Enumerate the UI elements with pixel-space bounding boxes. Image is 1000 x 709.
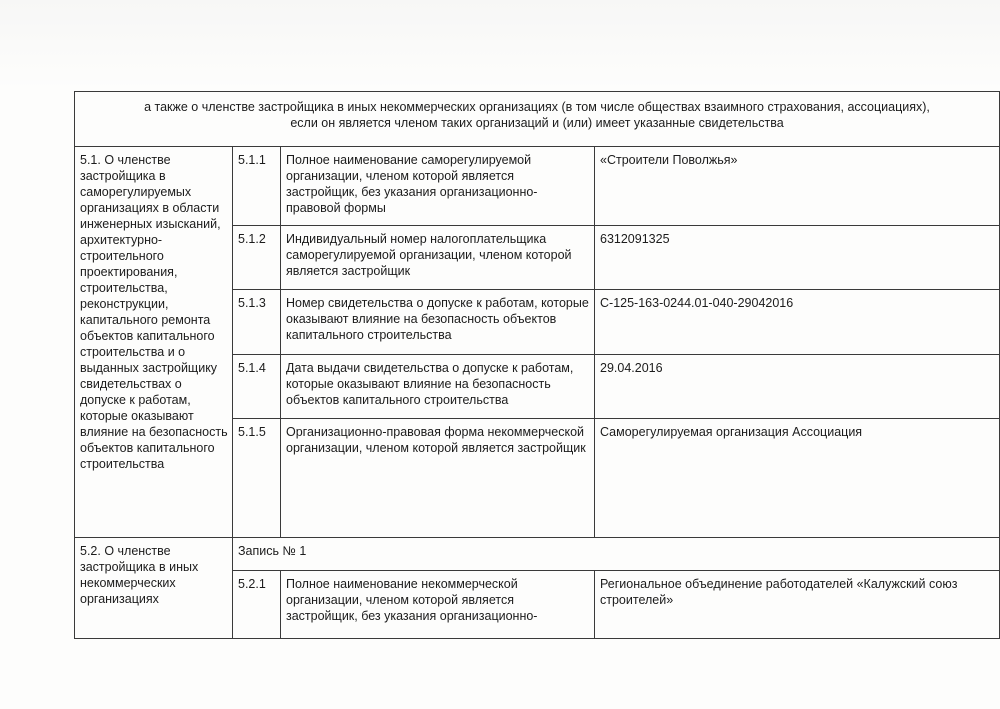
row-number: 5.1.2	[233, 226, 281, 290]
row-value: 6312091325	[595, 226, 1000, 290]
row-description: Индивидуальный номер налогоплательщика саморегулируемой организации, членом которой является застройщик	[281, 226, 595, 290]
disclosure-table	[74, 91, 1000, 639]
row-value: «Строители Поволжья»	[595, 147, 1000, 226]
row-description: Номер свидетельства о допуске к работам, которые оказывают влияние на безопасность объектов капитального строительства	[281, 290, 595, 355]
row-description: Полное наименование саморегулируемой организации, членом которой является застройщик, без указания организационно-правовой формы	[281, 147, 595, 226]
section-header	[75, 92, 1000, 147]
row-number: 5.1.4	[233, 355, 281, 419]
header-line-1: а также о членстве застройщика в иных некоммерческих организациях (в том числе обществах взаимного страхования, ассоциациях),	[144, 100, 930, 114]
row-value: С-125-163-0244.01-040-29042016	[595, 290, 1000, 355]
row-description: Дата выдачи свидетельства о допуске к работам, которые оказывают влияние на безопасность объектов капитального строительства	[281, 355, 595, 419]
row-value: Региональное объединение работодателей «Калужский союз строителей»	[595, 571, 1000, 639]
table-row	[75, 538, 1000, 571]
row-value: Саморегулируемая организация Ассоциация	[595, 419, 1000, 538]
table-header-row	[75, 92, 1000, 147]
row-value: 29.04.2016	[595, 355, 1000, 419]
row-number: 5.1.3	[233, 290, 281, 355]
section-5-2-label: 5.2. О членстве застройщика в иных некоммерческих организациях	[75, 538, 233, 639]
record-title: Запись № 1	[233, 538, 1000, 571]
scan-background	[0, 0, 1000, 90]
row-description: Полное наименование некоммерческой организации, членом которой является застройщик, без указания организационно-	[281, 571, 595, 639]
row-number: 5.1.1	[233, 147, 281, 226]
header-line-2: если он является членом таких организаций и (или) имеет указанные свидетельства	[290, 116, 784, 130]
table-row	[75, 147, 1000, 226]
row-number: 5.2.1	[233, 571, 281, 639]
row-description: Организационно-правовая форма некоммерческой организации, членом которой является застройщик	[281, 419, 595, 538]
row-number: 5.1.5	[233, 419, 281, 538]
section-5-1-label: 5.1. О членстве застройщика в саморегулируемых организациях в области инженерных изысканий, архитектурно-строительного проектирования, строительства, реконструкции, капитального ремонта объектов капитального строительства и о выданных застройщику свидетельствах о допуске к работам, которые оказывают влияние на безопасность объектов капитального строительства	[75, 147, 233, 538]
